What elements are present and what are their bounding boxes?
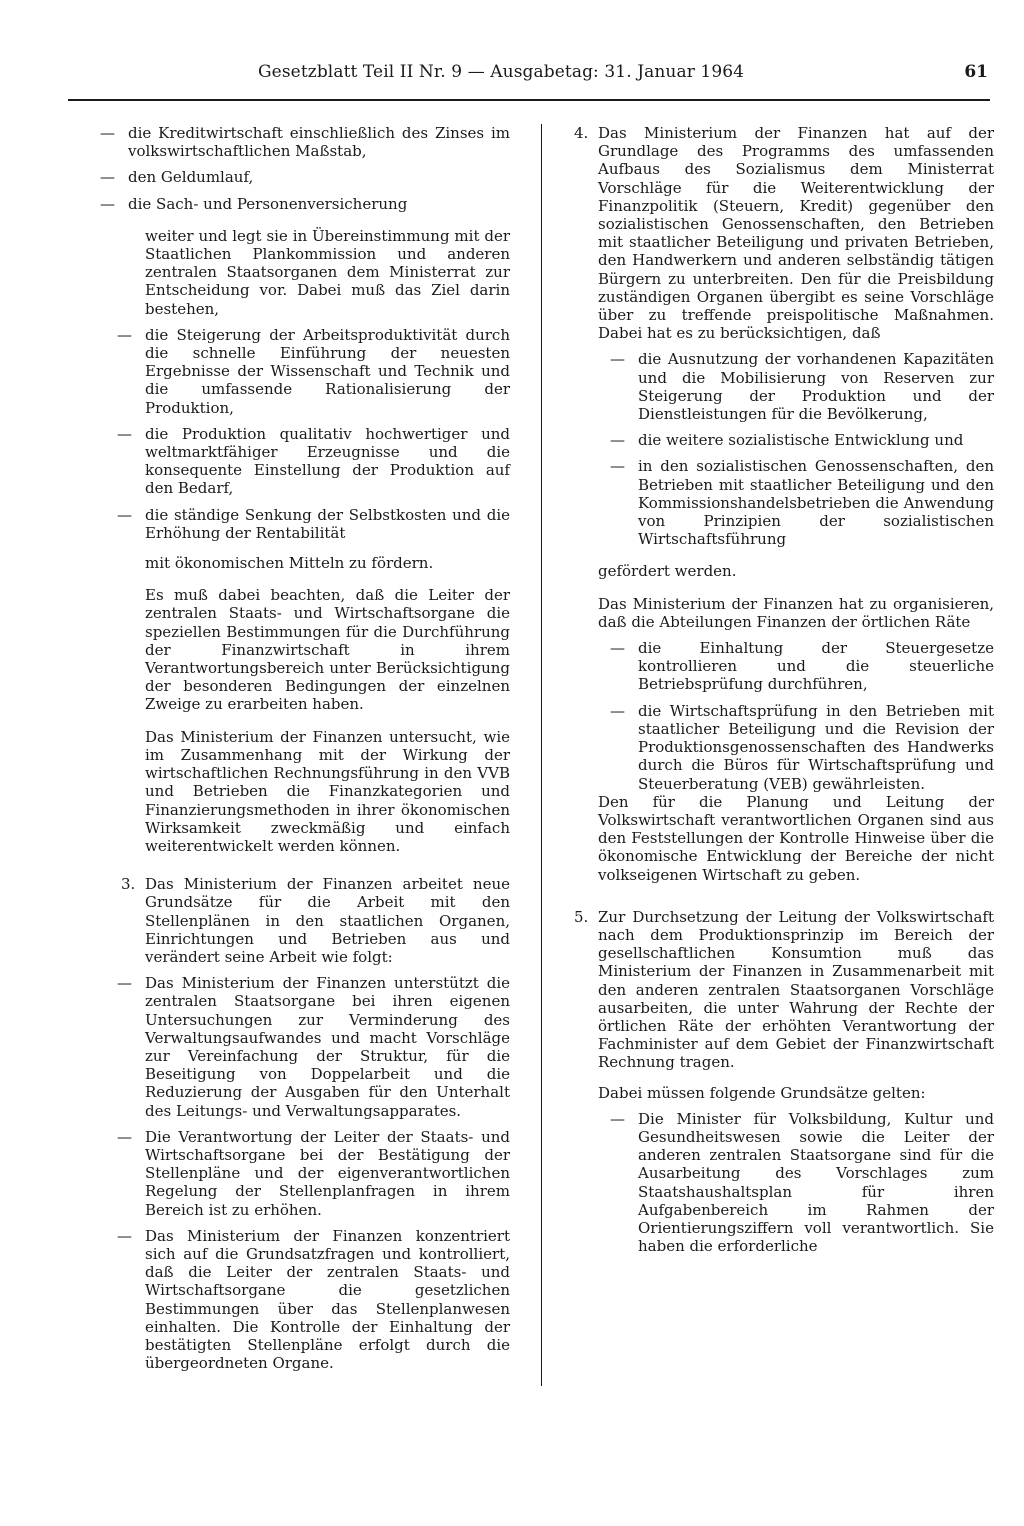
paragraph: gefördert werden. [598,562,737,581]
dash-marker: — [117,1127,132,1146]
list-item [598,457,994,548]
list-item-text: die Wirtschaftsprüfung in den Betrieben mit staatlicher Beteiligung und die Revision der Produktionsgenossenschaften des Handwerks durch die Büros für Wirtschaftsprüfung und Steuerberatung (VEB) gewährleisten. [638,701,994,793]
list-item-text: die Ausnutzung der vorhandenen Kapazitäten und die Mobilisierung von Reserven zur Steigerung der Produktion und der Dienstleistungen für die Bevölkerung, [638,350,994,424]
gazette-title: Gesetzblatt Teil II Nr. 9 — Ausgabetag: 31. Januar 1964 [258,62,745,82]
list-item [88,124,510,160]
list-item-text: den Geldumlauf, [128,168,254,187]
list-item [105,1227,510,1373]
list-item [105,1128,510,1219]
list-item-text: Die Verantwortung der Leiter der Staats- und Wirtschaftsorgane bei der Bestätigung der Stellenpläne und der eigenverantwortlichen Regelung der Stellenplanfragen in ihrem Bereich ist zu erhöhen. [145,1127,510,1219]
left-column [100,124,510,1373]
list-item-text: die weitere sozialistische Entwicklung und [638,431,964,450]
economic-areas-list [88,124,510,213]
paragraph: Das Ministerium der Finanzen hat zu organisieren, daß die Abteilungen Finanzen der örtlichen Räte [598,594,994,631]
list-item [598,1110,994,1256]
paragraph: weiter und legt sie in Übereinstimmung mit der Staatlichen Plankommission und anderen zentralen Staatsorganen dem Ministerrat zur Entscheidung vor. Dabei muß das Ziel darin bestehen, [145,226,510,318]
page-number: 61 [964,62,988,82]
list-item [598,350,994,423]
section-number: 3. [121,875,136,894]
dash-marker: — [100,194,115,213]
dash-marker: — [610,1109,625,1128]
section-3 [121,875,510,966]
paragraph: Das Ministerium der Finanzen untersucht, wie im Zusammenhang mit der Wirkung der wirtschaftlichen Rechnungsführung in den VVB und Betrieben die Finanzkategorien und Finanzierungsmethoden in ihrer ökonomischen Wirksamkeit zweckmäßig und einfach weiterentwickelt werden können. [145,727,510,855]
section-4-list [598,350,994,548]
right-column [574,124,994,1256]
list-item-text: die ständige Senkung der Selbstkosten und die Erhöhung der Rentabilität [145,505,510,542]
list-item-text: die Einhaltung der Steuergesetze kontrollieren und die steuerliche Betriebsprüfung durchführen, [638,639,994,694]
list-item [105,425,510,498]
list-item [598,639,994,694]
list-item-text: Die Minister für Volksbildung, Kultur und Gesundheitswesen sowie die Leiter der anderen zentralen Staatsorgane sind für die Ausarbeitung des Vorschlages zum Staatshaushaltsplan für ihren Aufgabenbereich im Rahmen der Orientierungsziffern voll verantwortlich. Sie haben die erforderliche [638,1109,994,1256]
dash-marker: — [610,431,625,450]
dash-marker: — [117,974,132,993]
paragraph: Es muß dabei beachten, daß die Leiter der zentralen Staats- und Wirtschaftsorgane die speziellen Bestimmungen für die Durchführung der Finanzwirtschaft in ihrem Verantwortungsbereich unter Berücksichtigung der besonderen Bedingungen der einzelnen Zweige zu erarbeiten haben. [145,586,510,714]
section-text: Das Ministerium der Finanzen arbeitet neue Grundsätze für die Arbeit mit den Stellenplänen in den staatlichen Organen, Einrichtungen und Betrieben aus und verändert seine Arbeit wie folgt: [145,875,510,966]
dash-marker: — [610,457,625,476]
list-item-text: Das Ministerium der Finanzen unterstützt die zentralen Staatsorgane bei ihren eigenen Untersuchungen zur Verminderung des Verwaltungsaufwandes und macht Vorschläge zur Vereinfachung der Struktur, für die Beseitigung von Doppelarbeit und die Reduzierung der Ausgaben für den Unterhalt des Leitungs- und Verwaltungsapparates. [145,974,510,1120]
header-rule [68,99,990,101]
section-3-list [105,974,510,1372]
list-item [598,702,994,793]
dash-marker: — [100,168,115,187]
list-item-text: die Sach- und Personenversicherung [128,194,408,213]
goals-list [105,326,510,542]
dash-marker: — [117,505,132,524]
section-5-list [598,1110,994,1256]
section-text: Zur Durchsetzung der Leitung der Volkswirtschaft nach dem Produktionsprinzip im Bereich der gesellschaftlichen Konsumtion muß das Ministerium der Finanzen in Zusammenarbeit mit den anderen zentralen Staatsorganen Vorschläge ausarbeiten, die unter Wahrung der Rechte der örtlichen Räte der erhöhten Verantwortung der Fachminister auf dem Gebiet der Finanzwirtschaft Rechnung tragen. [598,907,994,1072]
dash-marker: — [610,639,625,658]
list-item [88,195,510,213]
section-text: Das Ministerium der Finanzen hat auf der Grundlage des Programms des umfassenden Aufbaus des Sozialismus dem Ministerrat Vorschläge für die Weiterentwicklung der Finanzpolitik (Steuern, Kredit) gegenüber den sozialistischen Genossenschaften, den Betrieben mit staatlicher Beteiligung und privaten Betrieben, den Handwerkern und anderen selbständig tätigen Bürgern zu unterbreiten. Den für die Preisbildung zuständigen Organen übergibt es seine Vorschläge über zu treffende preispolitische Maßnahmen. Dabei hat es zu berücksichtigen, daß [598,124,994,343]
dash-marker: — [117,424,132,443]
list-item-text: die Steigerung der Arbeitsproduktivität durch die schnelle Einführung der neuesten Ergebnisse der Wissenschaft und Technik und die umfassende Rationalisierung der Produktion, [145,325,510,417]
list-item-text: die Kreditwirtschaft einschließlich des Zinses im volkswirtschaftlichen Maßstab, [128,124,510,161]
section-number: 4. [574,124,589,142]
paragraph: Den für die Planung und Leitung der Volkswirtschaft verantwortlichen Organen sind aus den Feststellungen der Kontrolle Hinweise über die ökonomische Entwicklung der Bereiche der nicht volkseigenen Wirtschaft zu geben. [598,792,994,884]
list-item [88,168,510,186]
dash-marker: — [117,325,132,344]
list-item-text: die Produktion qualitativ hochwertiger und weltmarktfähiger Erzeugnisse und die konsequente Einstellung der Produktion auf den Bedarf, [145,424,510,498]
dash-marker: — [610,350,625,369]
paragraph: Dabei müssen folgende Grundsätze gelten: [598,1083,926,1102]
section-number: 5. [574,907,589,926]
list-item [598,431,994,449]
list-item-text: in den sozialistischen Genossenschaften, den Betrieben mit staatlicher Beteiligung und den Kommissionshandelsbetrieben die Anwendung von Prinzipien der sozialistischen Wirtschaftsführung [638,457,994,549]
section-4-controls-list [598,639,994,793]
list-item [105,326,510,417]
paragraph: mit ökonomischen Mitteln zu fördern. [145,554,434,573]
section-5 [574,907,994,1072]
list-item [105,506,510,542]
list-item-text: Das Ministerium der Finanzen konzentriert sich auf die Grundsatzfragen und kontrolliert, daß die Leiter der zentralen Staats- und Wirtschaftsorgane die gesetzlichen Bestimmungen über das Stellenplanwesen einhalten. Die Kontrolle der Einhaltung der bestätigten Stellenpläne erfolgt durch die übergeordneten Organe. [145,1226,510,1373]
section-4 [574,124,994,343]
dash-marker: — [100,124,115,142]
dash-marker: — [117,1226,132,1245]
column-divider [541,124,542,1386]
dash-marker: — [610,701,625,720]
page-header [68,58,990,88]
list-item [105,974,510,1120]
